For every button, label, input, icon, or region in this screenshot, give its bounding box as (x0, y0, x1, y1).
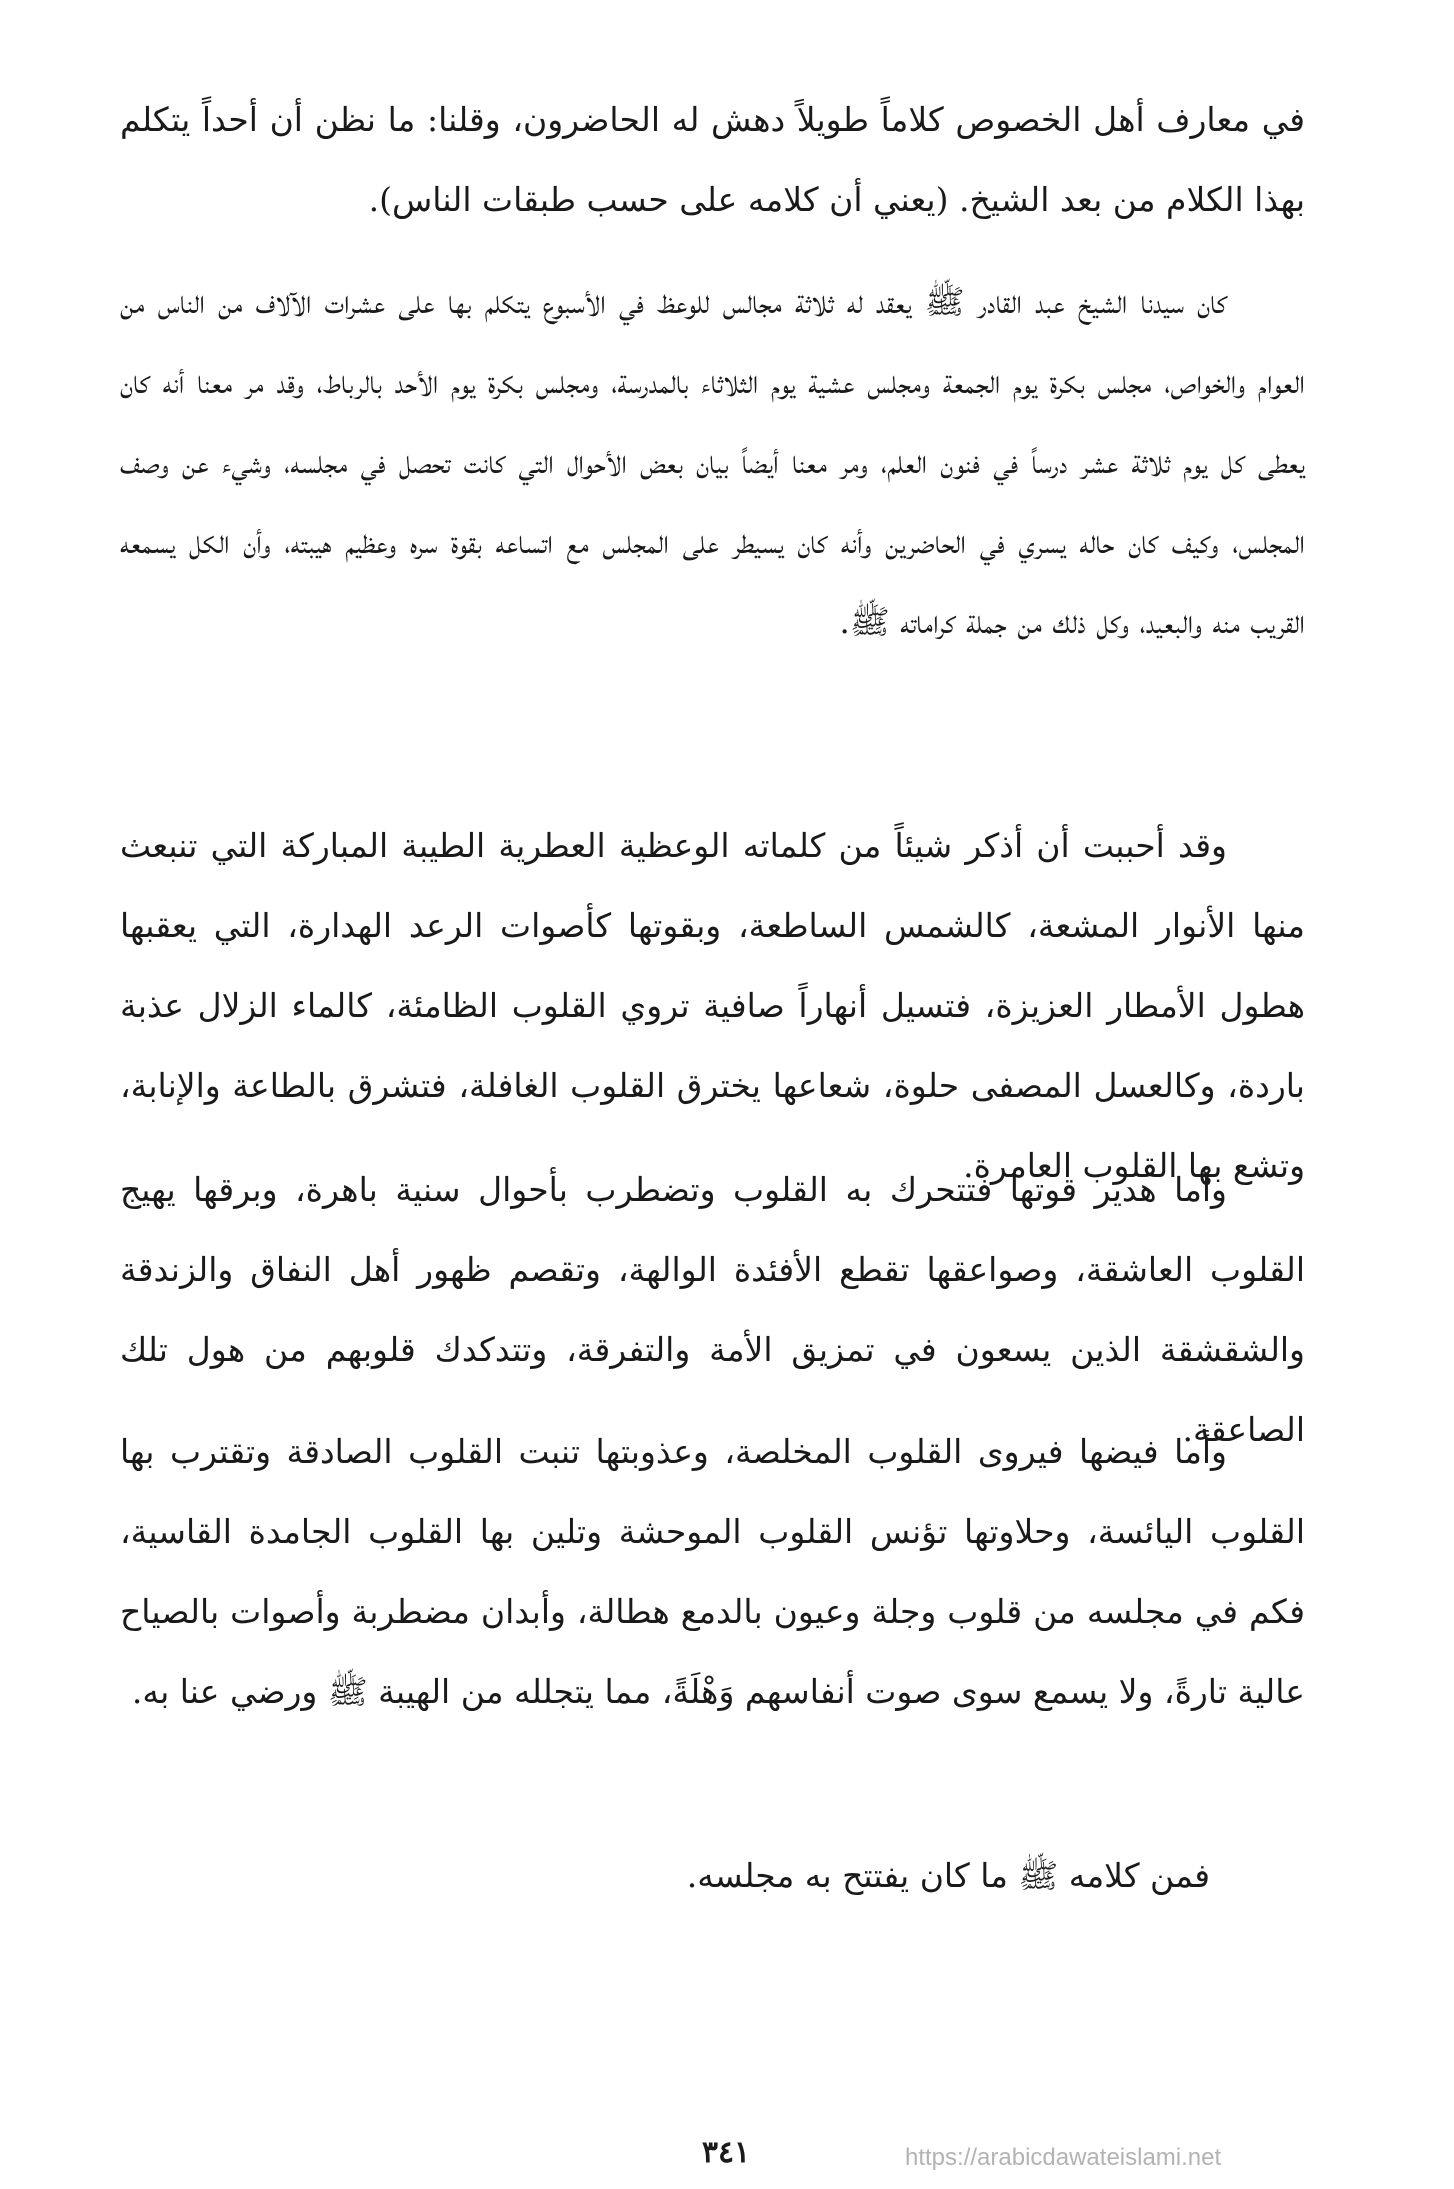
paragraph-text: فمن كلامه ﷺ ما كان يفتتح به مجلسه. (686, 1856, 1210, 1895)
paragraph-faid (120, 1412, 1305, 1732)
paragraph-text: وقد أحببت أن أذكر شيئاً من كلماته الوعظية العطرية الطيبة المباركة التي تنبعث منها الأنوار المشعة، كالشمس الساطعة، وبقوتها كأصوات الرعد الهدارة، التي يعقبها هطول الأمطار العزيزة، فتسيل أنهاراً صافية تروي القلوب الظامئة، كالماء الزلال عذبة باردة، وكالعسل المصفى حلوة، شعاعها يخترق القلوب الغافلة، فتشرق بالطاعة والإنابة، وتشع بها القلوب العامرة. (120, 826, 1305, 1185)
watermark-url: https://arabicdawateislami.net (905, 2144, 1222, 2171)
paragraph-kalimat (120, 806, 1305, 1206)
paragraph-text: وأما هدير قوتها فتتحرك به القلوب وتضطرب بأحوال سنية باهرة، وبرقها يهيج القلوب العاشقة، وصواعقها تقطع الأفئدة الوالهة، وتقصم ظهور أهل النفاق والزندقة والشقشقة الذين يسعون في تمزيق الأمة والتفرقة، وتتدكدك قلوبهم من هول تلك الصاعقة. (120, 1170, 1305, 1449)
paragraph-majalis (120, 262, 1305, 662)
page-number: ٣٤١ (701, 2135, 751, 2170)
paragraph-text: وأما فيضها فيروى القلوب المخلصة، وعذوبتها تنبت القلوب الصادقة وتقترب بها القلوب اليائسة، وحلاوتها تؤنس القلوب الموحشة وتلين بها القلوب الجامدة القاسية، فكم في مجلسه من قلوب وجلة وعيون بالدمع هطالة، وأبدان مضطربة وأصوات بالصياح عالية تارةً، ولا يسمع سوى صوت أنفاسهم وَهْلَةً، مما يتجلله من الهيبة ﷺ ورضي عنا به. (120, 1432, 1305, 1711)
paragraph-text: كان سيدنا الشيخ عبد القادر ﷺ يعقد له ثلاثة مجالس للوعظ في الأسبوع يتكلم بها على عشرات الآلاف من الناس من العوام والخواص، مجلس بكرة يوم الجمعة ومجلس عشية يوم الثلاثاء بالمدرسة، ومجلس بكرة يوم الأحد بالرباط، وقد مر معنا أنه كان يعطى كل يوم ثلاثة عشر درساً في فنون العلم، ومر معنا أيضاً بيان بعض الأحوال التي كانت تحصل في مجلسه، وشيء عن وصف المجلس، وكيف كان حاله يسري في الحاضرين وأنه كان يسيطر على المجلس مع اتساعه بقوة سره وعظيم هيبته، وأن الكل يسمعه القريب منه والبعيد، وكل ذلك من جملة كراماته ﷺ. (120, 282, 1305, 641)
paragraph-opening-line (650, 1836, 1210, 1916)
paragraph-text: في معارف أهل الخصوص كلاماً طويلاً دهش له الحاضرون، وقلنا: ما نظن أن أحداً يتكلم بهذا الكلام من بعد الشيخ. (يعني أن كلامه على حسب طبقات الناس). (120, 100, 1305, 219)
paragraph-continuation (120, 80, 1305, 240)
